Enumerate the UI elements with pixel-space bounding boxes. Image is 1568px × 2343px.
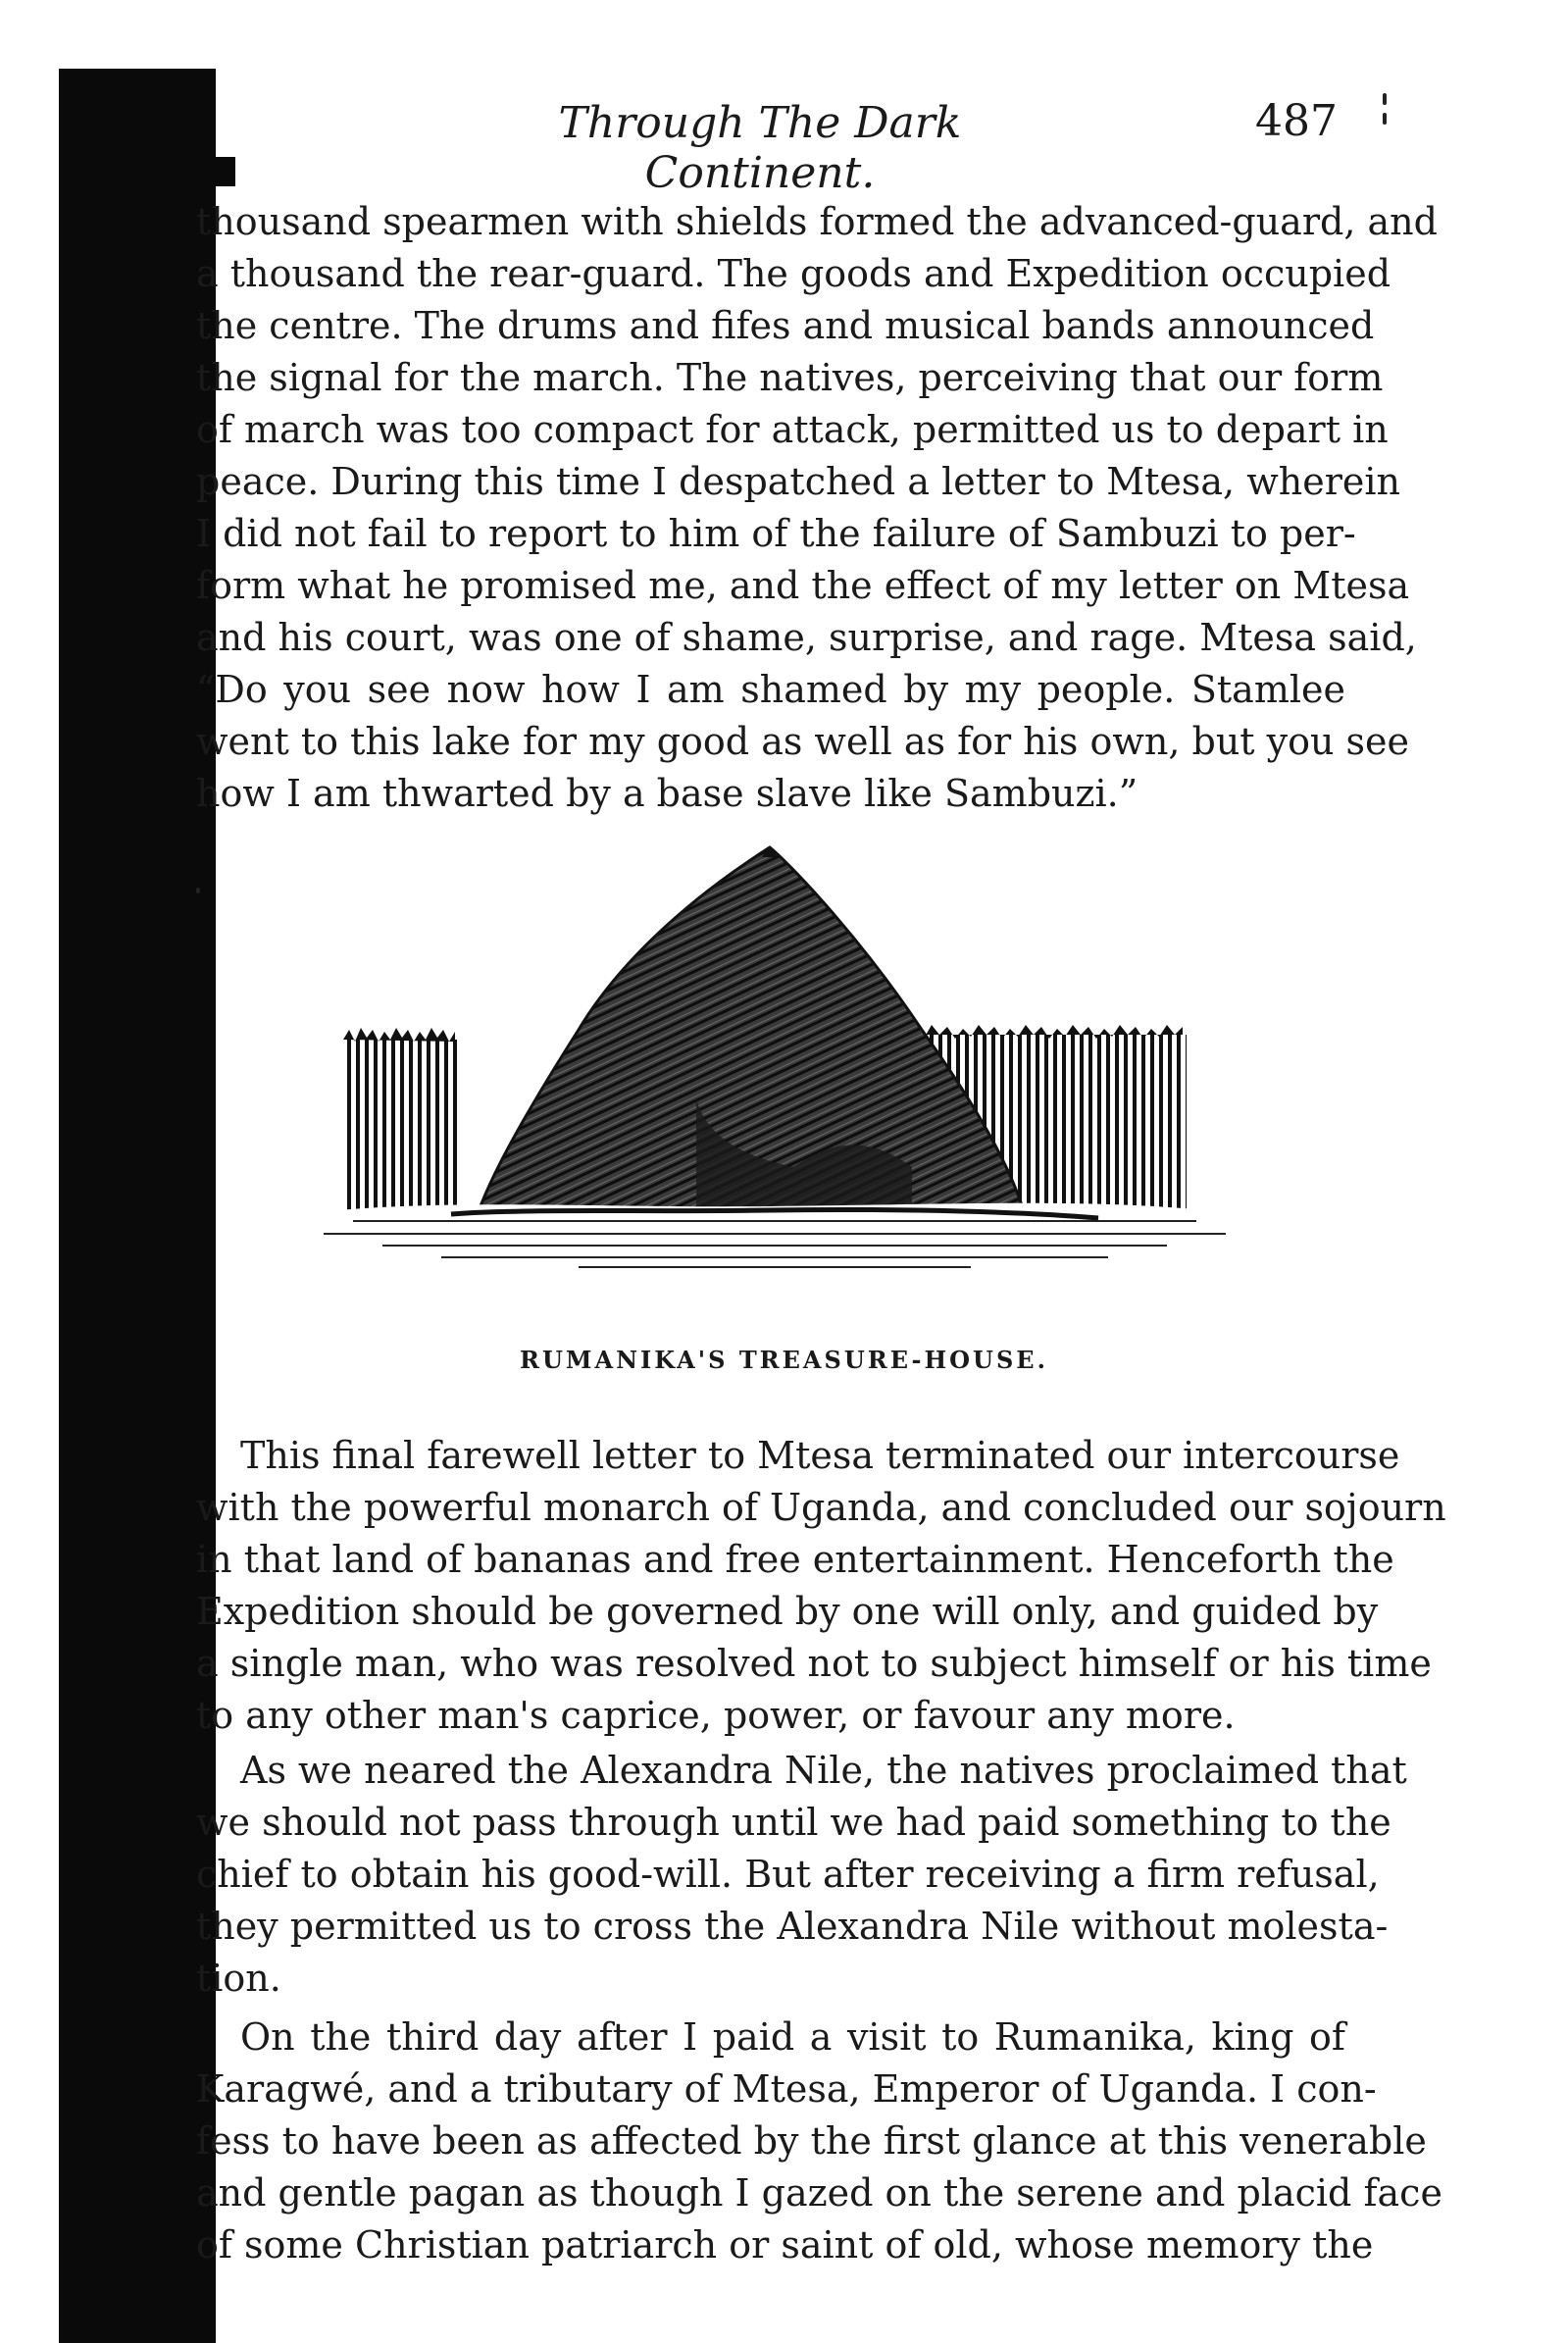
text-line: chief to obtain his good-will. But after receiving a firm refusal,: [196, 1853, 1380, 1896]
page-number: 487: [1255, 96, 1338, 146]
text-line: went to this lake for my good as well as for his own, but you see: [196, 720, 1410, 763]
text-line: and gentle pagan as though I gazed on the serene and placid face: [196, 2171, 1442, 2215]
text-line: thousand spearmen with shields formed the advanced-guard, and: [196, 200, 1438, 243]
text-line: “Do you see now how I am shamed by my people. Stamlee: [196, 668, 1345, 711]
text-line: of march was too compact for attack, permitted us to depart in: [196, 408, 1389, 451]
margin-speck: [1383, 113, 1387, 125]
text-line: in that land of bananas and free entertainment. Henceforth the: [196, 1538, 1394, 1581]
text-line: of some Christian patriarch or saint of old, whose memory the: [196, 2223, 1374, 2267]
text-line: As we neared the Alexandra Nile, the natives proclaimed that: [240, 1749, 1407, 1792]
margin-speck: [1383, 93, 1387, 105]
figure-caption: RUMANIKA'S TREASURE-HOUSE.: [520, 1346, 1048, 1374]
text-line: I did not fail to report to him of the failure of Sambuzi to per-: [196, 512, 1356, 555]
text-line: a thousand the rear-guard. The goods and Expedition occupied: [196, 252, 1391, 295]
margin-speck: [196, 888, 200, 893]
text-line: form what he promised me, and the effect of my letter on Mtesa: [196, 564, 1410, 607]
text-line: the signal for the march. The natives, perceiving that our form: [196, 356, 1384, 399]
text-line: a single man, who was resolved not to subject himself or his time: [196, 1642, 1432, 1685]
running-header-title: Through The Dark Continent.: [558, 98, 962, 198]
text-line: peace. During this time I despatched a letter to Mtesa, wherein: [196, 460, 1400, 503]
text-line: This final farewell letter to Mtesa terminated our intercourse: [240, 1434, 1400, 1477]
text-line: we should not pass through until we had paid something to the: [196, 1801, 1391, 1844]
text-line: with the powerful monarch of Uganda, and concluded our sojourn: [196, 1486, 1446, 1529]
treasure-house-illustration: [284, 843, 1255, 1314]
text-line: On the third day after I paid a visit to Rumanika, king of: [240, 2015, 1345, 2059]
text-line: and his court, was one of shame, surprise, and rage. Mtesa said,: [196, 616, 1417, 659]
text-line: to any other man's caprice, power, or favour any more.: [196, 1694, 1236, 1737]
text-line: how I am thwarted by a base slave like Sambuzi.”: [196, 772, 1138, 815]
text-line: fess to have been as affected by the first glance at this venerable: [196, 2119, 1427, 2163]
text-line: Karagwé, and a tributary of Mtesa, Emperor of Uganda. I con-: [196, 2067, 1377, 2111]
text-line: tion.: [196, 1957, 281, 2000]
text-line: the centre. The drums and fifes and musical bands announced: [196, 304, 1375, 347]
text-line: they permitted us to cross the Alexandra Nile without molesta-: [196, 1905, 1389, 1948]
text-line: Expedition should be governed by one will only, and guided by: [196, 1590, 1379, 1633]
